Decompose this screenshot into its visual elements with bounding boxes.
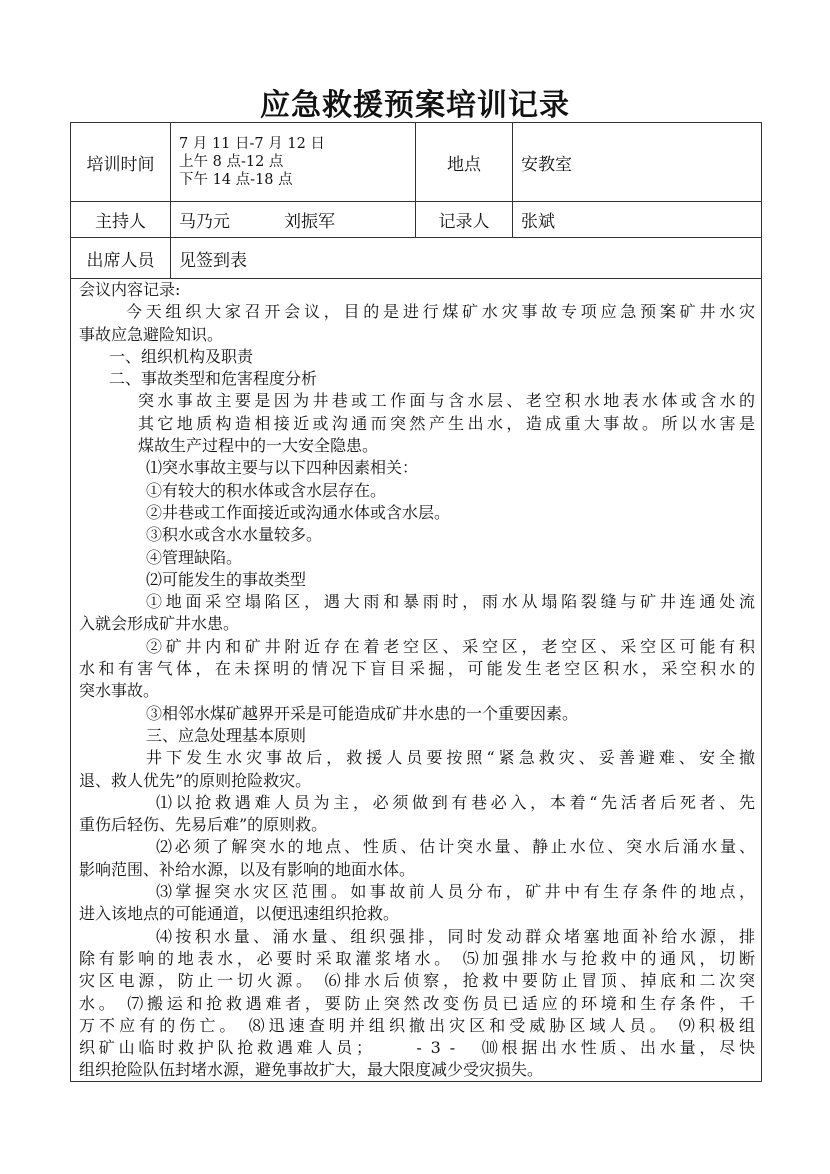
content-line: 重伤后轻伤、先易后难”的原则救。	[79, 815, 328, 835]
content-line: 三、应急处理基本原则	[146, 725, 307, 745]
place-label: 地点	[447, 154, 481, 175]
content-line: ①有较大的积水体或含水层存在。	[146, 480, 387, 500]
content-line: ④管理缺陷。	[146, 547, 243, 567]
document-title: 应急救援预案培训记录	[260, 88, 570, 123]
content-line: 除有影响的地表水，必要时采取灌浆堵水。 ⑸加强排水与抢救中的通风，切断	[79, 948, 755, 968]
content-line: 织矿山临时救护队抢救遇难人员； - 3 - ⑽根据出水性质、出水量，尽快	[79, 1038, 755, 1058]
content-line: ⑴突水事故主要与以下四种因素相关：	[146, 458, 419, 478]
content-line: 退、救人优先”的原则抢险救灾。	[79, 770, 312, 790]
content-line: 进入该地点的可能通道，以便迅速组织抢救。	[79, 904, 400, 924]
content-line: ⑴以抢救遇难人员为主，必须做到有巷必入，本着“先活者后死者、先	[156, 792, 755, 812]
content-line: 影响范围、补给水源，以及有影响的地面水体。	[79, 859, 416, 879]
recorder-label: 记录人	[438, 212, 490, 232]
content-line: 入就会形成矿井水患。	[79, 614, 240, 634]
content-line: ⑷按积水量、涌水量、组织强排，同时发动群众堵塞地面补给水源，排	[156, 926, 755, 946]
time-line: 上午 8 点-12 点	[179, 154, 284, 170]
time-line: 下午 14 点-18 点	[179, 172, 293, 188]
content-line: 一、组织机构及职责	[109, 346, 254, 366]
content-line: 组织抢险队伍封堵水源，避免事故扩大，最大限度减少受灾损失。	[79, 1060, 544, 1080]
attendees-value: 见签到表	[179, 250, 247, 271]
host-label: 主持人	[95, 212, 146, 232]
time-line: 7 月 11 日-7 月 12 日	[179, 136, 325, 152]
content-line: 灾区电源，防止一切火源。 ⑹排水后侦察，抢救中要防止冒顶、掉底和二次突	[79, 971, 755, 991]
content-line: 突水事故。	[79, 681, 160, 701]
content-line: 水和有害气体，在未探明的情况下盲目采掘，可能发生老空区积水，采空积水的	[79, 659, 755, 679]
content-line: 事故应急避险知识。	[79, 324, 224, 344]
meeting-content	[79, 279, 755, 1082]
place-value: 安教室	[521, 154, 572, 175]
training-time-label: 培训时间	[86, 154, 155, 175]
content-line: ③相邻水煤矿越界开采是可能造成矿井水患的一个重要因素。	[146, 703, 579, 723]
content-line: 煤故生产过程中的一大安全隐患。	[138, 436, 379, 456]
content-line: ⑵必须了解突水的地点、性质、估计突水量、静止水位、突水后涌水量、	[156, 837, 755, 857]
content-line: 其它地质构造相接近或沟通而突然产生出水，造成重大事故。所以水害是	[138, 413, 755, 433]
content-line: ⑶掌握突水灾区范围。如事故前人员分布，矿井中有生存条件的地点，	[156, 882, 755, 902]
training-time-value	[171, 123, 415, 201]
content-line: 水。 ⑺搬运和抢救遇难者，要防止突然改变伤员已适应的环境和生存条件，千	[79, 993, 755, 1013]
content-line: 会议内容记录:	[79, 280, 181, 299]
content-line: ②矿井内和矿井附近存在着老空区、采空区，老空区、采空区可能有积	[146, 636, 755, 656]
content-line: 突水事故主要是因为井巷或工作面与含水层、老空积水地表水体或含水的	[138, 391, 755, 411]
content-line: ②井巷或工作面接近或沟通水体或含水层。	[146, 502, 451, 522]
host-value: 马乃元 刘振军	[179, 212, 336, 232]
content-line: 二、事故类型和危害程度分析	[109, 369, 318, 389]
attendees-label: 出席人员	[86, 250, 155, 271]
content-line: 井下发生水灾事故后，救援人员要按照“紧急救灾、妥善避难、安全撤	[146, 748, 755, 768]
content-line: ③积水或含水水量较多。	[146, 525, 323, 545]
content-line: ⑵可能发生的事故类型	[146, 569, 307, 589]
content-line: 今天组织大家召开会议，目的是进行煤矿水灾事故专项应急预案矿井水灾	[126, 302, 755, 322]
content-line: ①地面采空塌陷区，遇大雨和暴雨时，雨水从塌陷裂缝与矿井连通处流	[146, 592, 755, 612]
recorder-value: 张斌	[521, 212, 555, 232]
training-record-table	[70, 122, 762, 1082]
content-line: 万不应有的伤亡。 ⑻迅速查明并组织撤出灾区和受威胁区域人员。 ⑼积极组	[79, 1015, 755, 1035]
